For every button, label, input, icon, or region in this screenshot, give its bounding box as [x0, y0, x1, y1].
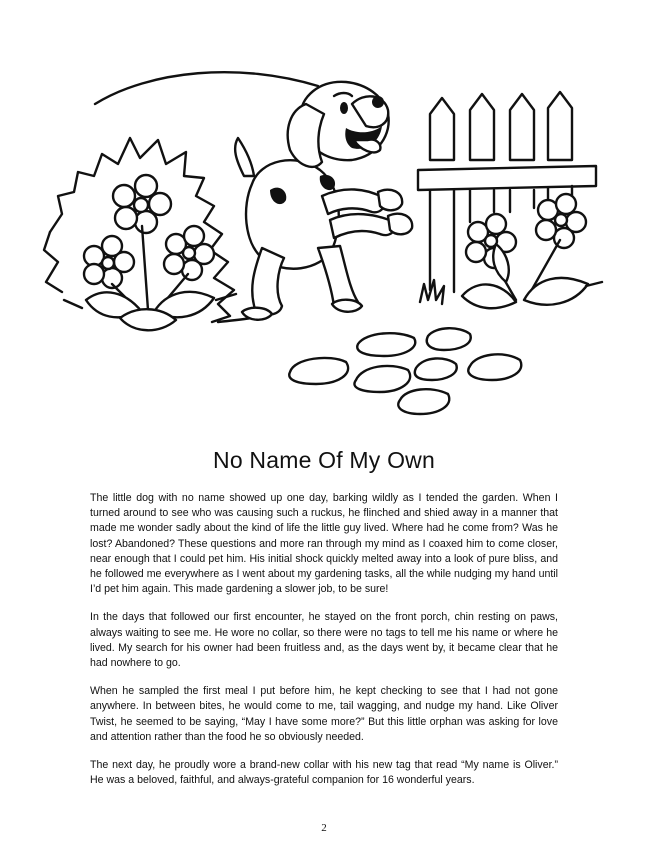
- story-title: No Name Of My Own: [213, 447, 435, 473]
- story-paragraph-4: The next day, he proudly wore a brand-new collar with his new tag that read “My name is Oliver.” He was a beloved, faithful, and always-grateful companion for 16 wonderful years.: [90, 759, 558, 787]
- page-number: 2: [321, 822, 327, 834]
- story-paragraph-1: The little dog with no name showed up one day, barking wildly as I tended the garden. When I turned around to see who was causing such a ruckus, he flinched and shied away in a manner that made me wonder sadly about the kind of life the little guy lived. Where had he come from? Was he lost? Abandoned? These questions and more ran through my mind as I coaxed him to come closer, near enough that I could pet him. His initial shock quickly melted away into a look of pure bliss, and he followed me everywhere as I went about my gardening tasks, all the while nudging my hand until I’d pet him again. This made gardening a slower job, to be sure!: [90, 492, 558, 596]
- story-paragraph-2: In the days that followed our first encounter, he stayed on the front porch, chin resting on paws, always waiting to see me. He wore no collar, so there were no tags to tell me his name or where he lived. My search for his owner had been fruitless and, as the days went by, it became clear that he had nowhere to go.: [90, 611, 558, 670]
- coloring-illustration: [0, 0, 648, 430]
- story-body: [90, 491, 558, 801]
- motion-arc: [95, 72, 318, 104]
- stepping-stones: [289, 328, 521, 414]
- left-flowers: [64, 175, 236, 330]
- story-paragraph-3: When he sampled the first meal I put before him, he kept checking to see that I had not gone anywhere. In between bites, he would come to me, tail wagging, and nudge my hand. Like Oliver Twist, he seemed to be saying, “May I have some more?” But this little orphan was asking for love and attention rather than the food he so obviously needed.: [90, 685, 558, 743]
- puppy-drawing: [235, 82, 412, 320]
